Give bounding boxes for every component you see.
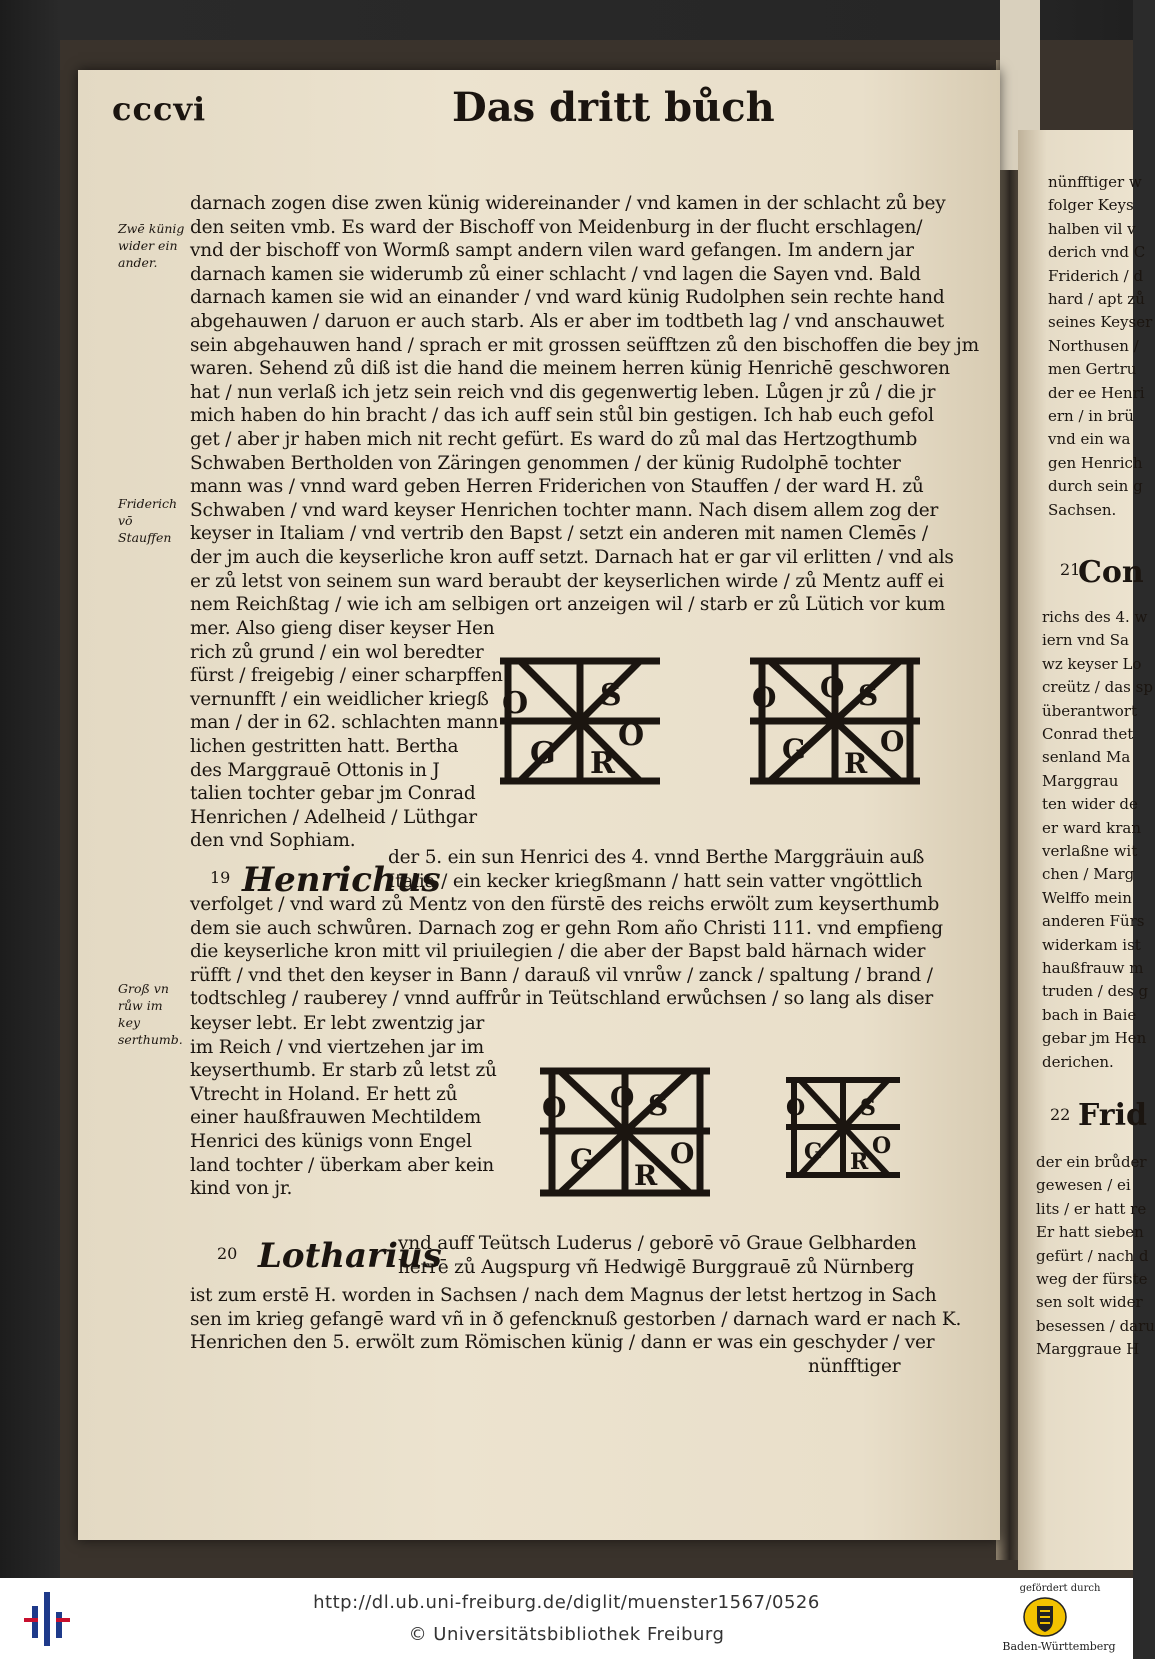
copyright-notice: © Universitätsbibliothek Freiburg bbox=[408, 1624, 725, 1645]
text-line: der 5. ein sun Henrici des 4. vnnd Berthe Marggräuin auß bbox=[388, 847, 925, 868]
text-line: senland Ma bbox=[1042, 748, 1131, 767]
monogram-1 bbox=[490, 655, 670, 787]
svg-text:O: O bbox=[786, 1095, 806, 1121]
right-entry-name-21: Con bbox=[1078, 555, 1144, 590]
text-line: den seiten vmb. Es ward der Bischoff von Meidenburg in der flucht erschlagen/ bbox=[190, 216, 923, 238]
text-line: darnach zogen dise zwen künig widereinander / vnd kamen in der schlacht zů bey bbox=[190, 193, 946, 214]
text-line: der ein brůder bbox=[1036, 1153, 1147, 1171]
text-line: gen Henrich bbox=[1048, 453, 1143, 472]
text-line: sen im krieg gefangē ward vñ in ð gefencknuß gestorben / darnach ward er nach K. bbox=[190, 1308, 962, 1330]
text-line: widerkam ist bbox=[1042, 935, 1141, 954]
text-line: verfolget / vnd ward zů Mentz von den fürstē des reichs erwölt zum keyserthumb bbox=[190, 894, 940, 915]
text-line: vnd der bischoff von Wormß sampt andern vilen ward gefangen. Im andern jar bbox=[190, 240, 914, 262]
running-head: Das dritt bůch bbox=[452, 84, 775, 131]
entry-name-henrichus: Henrichus bbox=[242, 860, 441, 900]
text-line: hard / apt zů bbox=[1048, 290, 1145, 308]
entry-number-20: 20 bbox=[217, 1244, 238, 1263]
text-line: gefürt / nach d bbox=[1036, 1246, 1149, 1265]
monogram-2 bbox=[740, 655, 930, 787]
text-line: Friderich / d bbox=[1048, 266, 1144, 285]
text-line: er ward kran bbox=[1042, 818, 1142, 837]
svg-text:S: S bbox=[860, 1095, 876, 1121]
text-line: kind von jr. bbox=[190, 1178, 293, 1200]
text-line: chen / Marg bbox=[1042, 865, 1135, 884]
text-line: wz keyser Lo bbox=[1042, 654, 1142, 673]
folio-number: cccvi bbox=[112, 90, 207, 128]
svg-text:O: O bbox=[880, 725, 905, 758]
right-entry-number-22: 22 bbox=[1050, 1105, 1071, 1124]
text-line: dem sie auch schwůren. Darnach zog er gehn Rom año Christi 111. vnd empfieng bbox=[190, 917, 943, 939]
text-line: Marggraue H bbox=[1036, 1340, 1140, 1359]
text-line: weg der fürste bbox=[1036, 1270, 1148, 1288]
text-line: vernunfft / ein weidlicher kriegß bbox=[190, 688, 489, 710]
text-line: iern vnd Sa bbox=[1042, 631, 1129, 650]
svg-text:R: R bbox=[844, 747, 868, 780]
text-line: Henrichen den 5. erwölt zum Römischen künig / dann er was ein geschyder / ver bbox=[190, 1332, 935, 1354]
right-entry-name-22: Frid bbox=[1078, 1098, 1147, 1133]
svg-text:S: S bbox=[648, 1089, 669, 1122]
svg-text:G: G bbox=[530, 736, 556, 771]
text-line: den vnd Sophiam. bbox=[190, 830, 356, 852]
text-line: haußfrauw m bbox=[1042, 959, 1144, 977]
catchword: nünfftiger bbox=[808, 1356, 901, 1377]
text-line: talien tochter gebar jm Conrad bbox=[190, 783, 476, 805]
text-line: gewesen / ei bbox=[1036, 1176, 1131, 1195]
text-line: Marggrau bbox=[1042, 771, 1119, 790]
text-line: keyser in Italiam / vnd vertrib den Bapst / setzt ein anderen mit namen Clemēs / bbox=[190, 523, 928, 545]
svg-text:O: O bbox=[610, 1081, 635, 1114]
text-line: truden / des g bbox=[1042, 982, 1149, 1001]
text-line: creütz / das sp bbox=[1042, 678, 1153, 697]
text-line: rich zů grund / ein wol beredter bbox=[190, 641, 484, 663]
text-line: herrē zů Augspurg vñ Hedwigē Burggrauē zů Nürnberg bbox=[398, 1256, 914, 1278]
margin-note-2: Friderich vō Stauffen bbox=[118, 496, 178, 545]
text-line: Conrad thet bbox=[1042, 725, 1134, 743]
text-line: Italia / ein kecker kriegßmann / hatt sein vatter vngöttlich bbox=[388, 870, 923, 892]
text-line: Vtrecht in Holand. Er hett zů bbox=[190, 1083, 458, 1105]
source-url[interactable]: http://dl.ub.uni-freiburg.de/diglit/muenster1567/0526 bbox=[313, 1592, 820, 1613]
text-line: überantwort bbox=[1042, 701, 1138, 720]
text-line: im Reich / vnd viertzehen jar im bbox=[190, 1036, 484, 1058]
text-line: folger Keys bbox=[1048, 196, 1134, 215]
text-line: Schwaben Bertholden von Zäringen genommen / der künig Rudolphē tochter bbox=[190, 452, 901, 474]
text-line: Sachsen. bbox=[1048, 500, 1117, 519]
monogram-3 bbox=[530, 1065, 720, 1200]
text-line: keyserthumb. Er starb zů letst zů bbox=[190, 1060, 497, 1082]
text-line: land tochter / überkam aber kein bbox=[190, 1154, 494, 1176]
text-line: der ee Henri bbox=[1048, 383, 1145, 402]
sponsor-label: gefördert durch bbox=[1019, 1583, 1101, 1594]
svg-text:G: G bbox=[782, 733, 806, 766]
text-line: bach in Baie bbox=[1042, 1005, 1137, 1024]
text-line: sein abgehauwen hand / sprach er mit grossen seüfftzen zů den bischoffen die bey jm bbox=[190, 334, 979, 356]
text-line: verlaßne wit bbox=[1042, 842, 1138, 860]
svg-text:R: R bbox=[590, 746, 615, 781]
text-line: nünfftiger w bbox=[1048, 173, 1142, 191]
text-line: des Marggrauē Ottonis in J bbox=[190, 759, 440, 781]
text-line: derich vnd C bbox=[1048, 243, 1146, 262]
svg-text:O: O bbox=[820, 671, 845, 704]
text-line: darnach kamen sie widerumb zů einer schlacht / vnd lagen die Sayen vnd. Bald bbox=[190, 263, 921, 285]
text-line: men Gertru bbox=[1048, 360, 1137, 379]
margin-note-3: Groß vn růw im key serthumb. bbox=[118, 981, 183, 1047]
text-line: vnd auff Teütsch Luderus / geborē vō Graue Gelbharden bbox=[398, 1233, 917, 1254]
text-line: einer haußfrauwen Mechtildem bbox=[190, 1107, 482, 1129]
right-entry-number-21: 21 bbox=[1060, 560, 1081, 579]
text-line: seines Keyser bbox=[1048, 313, 1153, 332]
text-line: anderen Fürs bbox=[1042, 912, 1145, 931]
text-line: ten wider de bbox=[1042, 795, 1138, 814]
entry-number-19: 19 bbox=[210, 868, 231, 887]
footer-bar bbox=[0, 1578, 1133, 1659]
text-line: Welffo mein bbox=[1042, 888, 1132, 907]
text-line: keyser lebt. Er lebt zwentzig jar bbox=[190, 1013, 485, 1034]
text-line: todtschleg / rauberey / vnnd auffrůr in Teütschland erwůchsen / so lang als diser bbox=[190, 988, 933, 1010]
svg-text:R: R bbox=[634, 1159, 658, 1192]
text-line: Henrici des künigs vonn Engel bbox=[190, 1131, 472, 1152]
svg-text:O: O bbox=[542, 1091, 567, 1124]
text-line: mich haben do hin bracht / das ich auff sein stůl bin gestigen. Ich hab euch gefol bbox=[190, 405, 934, 427]
svg-text:O: O bbox=[670, 1137, 695, 1170]
entry-name-lotharius: Lotharius bbox=[258, 1236, 442, 1276]
text-line: der jm auch die keyserliche kron auff setzt. Darnach hat er gar vil erlitten / vnd als bbox=[190, 547, 954, 568]
text-line: abgehauwen / daruon er auch starb. Als er aber im todtbeth lag / vnd anschauwet bbox=[190, 311, 944, 332]
text-line: derichen. bbox=[1042, 1052, 1114, 1071]
text-line: lichen gestritten hatt. Bertha bbox=[190, 736, 459, 757]
text-line: mer. Also gieng diser keyser Hen bbox=[190, 618, 495, 639]
text-line: ern / in brü bbox=[1048, 407, 1134, 425]
svg-text:G: G bbox=[804, 1139, 823, 1165]
text-line: man / der in 62. schlachten mann bbox=[190, 712, 499, 734]
svg-text:S: S bbox=[858, 679, 879, 712]
text-line: richs des 4. w bbox=[1042, 608, 1148, 626]
text-line: vnd ein wa bbox=[1048, 430, 1131, 449]
text-line: hat / nun verlaß ich jetz sein reich vnd dis gegenwertig leben. Lůgen jr zů / die jr bbox=[190, 381, 936, 403]
text-line: Er hatt sieben bbox=[1036, 1223, 1144, 1242]
text-line: nem Reichßtag / wie ich am selbigen ort anzeigen wil / starb er zů Lütich vor kum bbox=[190, 594, 946, 616]
svg-text:S: S bbox=[600, 678, 622, 713]
svg-text:O: O bbox=[618, 718, 645, 753]
text-line: sen solt wider bbox=[1036, 1293, 1143, 1312]
text-line: Northusen / bbox=[1048, 336, 1139, 355]
svg-text:O: O bbox=[502, 686, 529, 721]
margin-note-1: Zwē künig wider ein ander. bbox=[118, 221, 185, 270]
text-line: halben vil v bbox=[1048, 219, 1136, 238]
text-line: mann was / vnnd ward geben Herren Friderichen von Stauffen / der ward H. zů bbox=[190, 476, 924, 498]
text-line: darnach kamen sie wid an einander / vnd ward künig Rudolphen sein rechte hand bbox=[190, 287, 945, 309]
monogram-4 bbox=[778, 1075, 908, 1180]
svg-text:O: O bbox=[872, 1133, 892, 1159]
text-line: lits / er hatt re bbox=[1036, 1199, 1147, 1218]
text-line: er zů letst von seinem sun ward beraubt der keyserlichen wirde / zů Mentz auff ei bbox=[190, 570, 944, 592]
svg-text:O: O bbox=[752, 681, 777, 714]
svg-text:R: R bbox=[850, 1149, 869, 1175]
text-line: ist zum erstē H. worden in Sachsen / nach dem Magnus der letst hertzog in Sach bbox=[190, 1285, 937, 1306]
text-line: waren. Sehend zů diß ist die hand die meinem herren künig Henrichē geschworen bbox=[190, 358, 950, 380]
coat-of-arms-icon bbox=[1022, 1596, 1068, 1638]
text-line: Schwaben / vnd ward keyser Henrichen tochter mann. Nach disem allem zog der bbox=[190, 499, 939, 521]
text-line: Henrichen / Adelheid / Lüthgar bbox=[190, 806, 477, 828]
text-line: die keyserliche kron mitt vil priuilegien / die aber der Bapst bald härnach wider bbox=[190, 941, 926, 963]
text-line: durch sein g bbox=[1048, 477, 1143, 496]
sponsor-name: Baden-Württemberg bbox=[1002, 1640, 1116, 1653]
text-line: rüfft / vnd thet den keyser in Bann / darauß vil vnrůw / zanck / spaltung / brand / bbox=[190, 964, 933, 986]
text-line: besessen / daru bbox=[1036, 1316, 1155, 1335]
text-line: fürst / freigebig / einer scharpffen bbox=[190, 665, 503, 687]
text-line: gebar jm Hen bbox=[1042, 1029, 1147, 1048]
text-line: get / aber jr haben mich nit recht gefürt. Es ward do zů mal das Hertzogthumb bbox=[190, 429, 918, 450]
svg-text:G: G bbox=[570, 1143, 594, 1176]
